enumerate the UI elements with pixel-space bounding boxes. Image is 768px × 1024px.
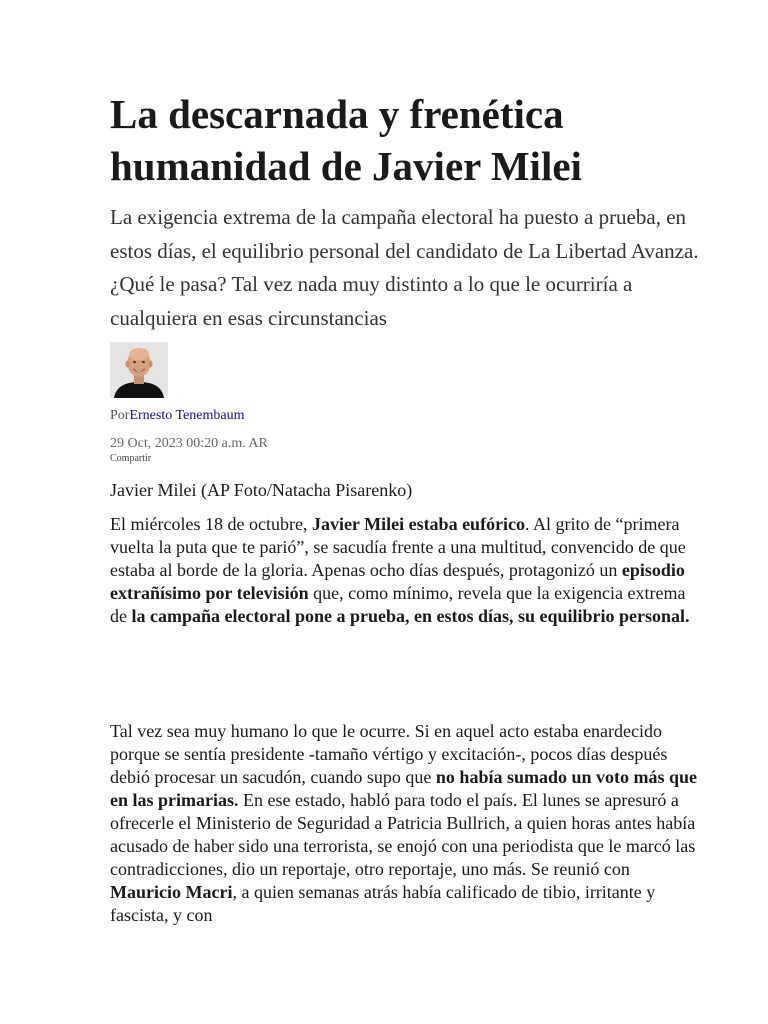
- text-run: . Al grito de “primera vuelta la puta que te parió”, se sacudía frente a una multitud, convencido de que estaba al borde de la gloria. Apenas ocho días después, protagonizó un: [110, 514, 686, 580]
- article-paragraph: [110, 513, 700, 628]
- publish-date: 29 Oct, 2023 00:20 a.m. AR: [110, 436, 268, 451]
- text-run: El miércoles 18 de octubre,: [110, 514, 312, 534]
- bold-run: Javier Milei estaba eufórico: [311, 514, 526, 534]
- text-run: En ese estado, habló para todo el país. El lunes se apresuró a ofrecerle el Ministerio de Seguridad a Patricia Bullrich, a quien horas antes había acusado de haber sido una terrorista, se enojó con una periodista que le marcó las contradicciones, dio un reportaje, otro reportaje, uno más. Se reunió con: [110, 790, 696, 879]
- author-avatar[interactable]: [110, 342, 168, 398]
- text-run: , a quien semanas atrás había calificado de tibio, irritante y fascista, y con: [110, 882, 656, 925]
- text-run: que, como mínimo, revela que la exigencia extrema de: [110, 583, 686, 626]
- image-caption: Javier Milei (AP Foto/Natacha Pisarenko): [110, 480, 413, 500]
- text-run: Tal vez sea muy humano lo que le ocurre. Si en aquel acto estaba enardecido porque se sentía presidente -tamaño vértigo y excitación-, pocos días después debió procesar un sacudón, cuando supo que: [110, 721, 668, 787]
- share-button[interactable]: Compartir: [110, 453, 152, 464]
- byline: [110, 407, 244, 425]
- article-headline: La descarnada y frenética humanidad de Javier Milei: [110, 91, 582, 189]
- author-portrait-icon: [110, 342, 168, 398]
- author-link[interactable]: Ernesto Tenembaum: [129, 408, 245, 423]
- bold-run: episodio extrañísimo por televisión: [110, 560, 685, 603]
- byline-prefix: Por: [110, 408, 130, 423]
- bold-run: Mauricio Macri: [110, 882, 233, 902]
- article-subtitle: La exigencia extrema de la campaña electoral ha puesto a prueba, en estos días, el equilibrio personal del candidato de La Libertad Avanza. ¿Qué le pasa? Tal vez nada muy distinto a lo que le ocurriría a cualquiera en esas circunstancias: [110, 205, 699, 330]
- bold-run: no había sumado un voto más que en las primarias.: [110, 767, 698, 810]
- bold-run: la campaña electoral pone a prueba, en estos días, su equilibrio personal.: [131, 606, 690, 626]
- article-paragraph: [110, 720, 700, 927]
